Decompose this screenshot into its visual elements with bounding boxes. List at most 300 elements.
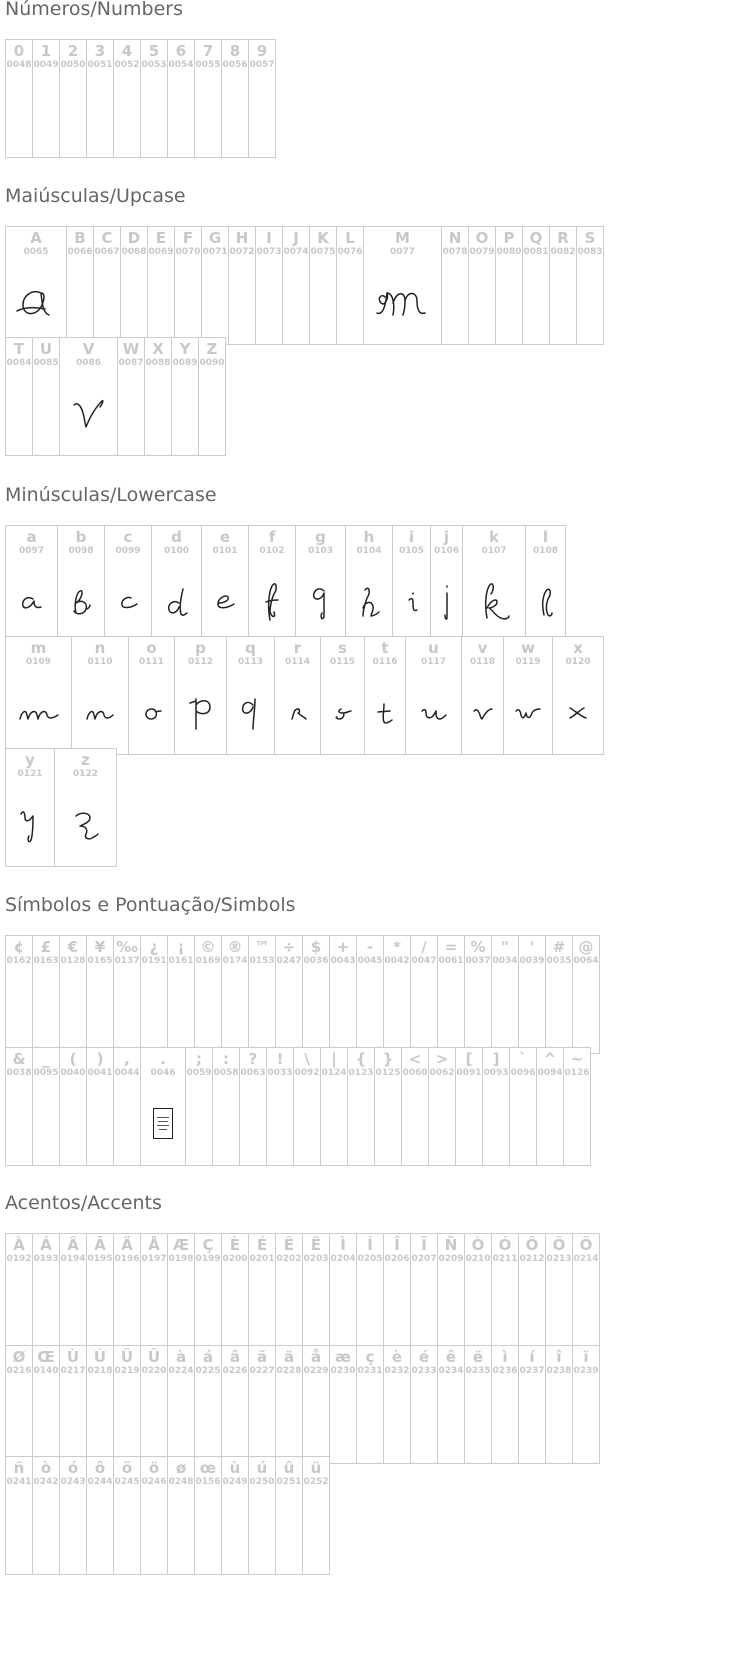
char-code: 0251 [276, 1477, 302, 1487]
handwritten-glyph [264, 582, 280, 622]
char-code: 0088 [145, 358, 171, 368]
char-cell-0042 [383, 935, 411, 1054]
char-cell-0246 [140, 1456, 168, 1575]
char-label: N [448, 229, 462, 247]
char-code: 0202 [276, 1254, 302, 1264]
char-cell-0098 [57, 525, 105, 644]
handwritten-glyph [357, 586, 381, 618]
char-cell-0108 [525, 525, 566, 644]
char-row [5, 1345, 599, 1464]
char-code: 0048 [6, 60, 32, 70]
char-cell-0109 [5, 636, 72, 755]
char-label: á [202, 1348, 214, 1366]
char-cell-0227 [248, 1345, 276, 1464]
char-label: a [26, 528, 37, 546]
char-code: 0053 [141, 60, 167, 70]
char-cell-0204 [329, 1233, 357, 1352]
char-code: 0162 [6, 956, 32, 966]
char-cell-0068 [120, 226, 148, 345]
char-cell-0092 [293, 1047, 321, 1166]
char-label: é [418, 1348, 430, 1366]
glyph-preview [55, 783, 116, 866]
char-code: 0054 [168, 60, 194, 70]
char-label: Ó [498, 1236, 512, 1254]
char-label: ¥ [94, 938, 106, 956]
char-cell-0198 [167, 1233, 195, 1352]
char-cell-0244 [86, 1456, 114, 1575]
char-label: Œ [37, 1348, 55, 1366]
char-code: 0226 [222, 1366, 248, 1376]
char-code: 0244 [87, 1477, 113, 1487]
char-cell-0061 [437, 935, 465, 1054]
char-cell-0161 [167, 935, 195, 1054]
char-label: ) [96, 1050, 104, 1068]
char-cell-0252 [302, 1456, 330, 1575]
char-cell-0241 [5, 1456, 33, 1575]
glyph-preview [58, 560, 104, 643]
handwritten-glyph [441, 583, 453, 621]
char-code: 0113 [237, 657, 264, 667]
glyph-preview [321, 671, 364, 754]
char-cell-0202 [275, 1233, 303, 1352]
handwritten-glyph [288, 705, 308, 721]
char-label: : [223, 1050, 229, 1068]
char-label: ô [94, 1459, 106, 1477]
char-cell-0229 [302, 1345, 330, 1464]
char-cell-0243 [59, 1456, 87, 1575]
char-code: 0237 [519, 1366, 545, 1376]
char-cell-0140 [32, 1345, 60, 1464]
char-cell-0107 [462, 525, 526, 644]
char-code: 0212 [519, 1254, 545, 1264]
handwritten-glyph [15, 285, 57, 321]
char-code: 0081 [523, 247, 549, 257]
char-label: 6 [175, 42, 187, 60]
char-row [5, 1456, 329, 1575]
char-code: 0228 [276, 1366, 302, 1376]
char-code: 0052 [114, 60, 140, 70]
char-code: 0043 [330, 956, 356, 966]
char-cell-0218 [86, 1345, 114, 1464]
char-code: 0220 [141, 1366, 167, 1376]
char-cell-0105 [392, 525, 431, 644]
char-code: 0209 [438, 1254, 464, 1264]
char-label: d [171, 528, 182, 546]
char-cell-0063 [239, 1047, 267, 1166]
char-code: 0091 [456, 1068, 482, 1078]
glyph-preview [6, 671, 71, 754]
char-label: f [268, 528, 276, 546]
char-label: 9 [256, 42, 268, 60]
char-label: S [584, 229, 596, 247]
char-row [5, 935, 599, 1054]
char-cell-0067 [93, 226, 121, 345]
char-code: 0093 [483, 1068, 509, 1078]
char-label: / [421, 938, 427, 956]
char-label: ü [310, 1459, 322, 1477]
char-code: 0047 [411, 956, 437, 966]
char-cell-0089 [171, 337, 199, 456]
char-code: 0123 [348, 1068, 374, 1078]
glyph-preview [129, 671, 174, 754]
char-row [5, 226, 603, 345]
char-code: 0114 [284, 657, 311, 667]
char-code: 0219 [114, 1366, 140, 1376]
char-cell-0049 [32, 39, 60, 158]
handwritten-glyph [239, 695, 263, 731]
handwritten-glyph [420, 705, 448, 721]
glyph-preview [6, 261, 66, 344]
char-cell-0102 [248, 525, 296, 644]
char-label: í [529, 1348, 535, 1366]
char-code: 0042 [384, 956, 410, 966]
char-cell-0213 [545, 1233, 573, 1352]
char-cell-0050 [59, 39, 87, 158]
char-label: ~ [570, 1050, 584, 1068]
char-label: 3 [94, 42, 106, 60]
char-code: 0060 [402, 1068, 428, 1078]
glyph-preview [249, 560, 295, 643]
char-code: 0218 [87, 1366, 113, 1376]
char-code: 0059 [186, 1068, 212, 1078]
char-label: Ñ [444, 1236, 458, 1254]
char-code: 0072 [229, 247, 255, 257]
char-row [5, 748, 116, 867]
char-code: 0125 [375, 1068, 401, 1078]
char-cell-0137 [113, 935, 141, 1054]
char-code: 0094 [537, 1068, 563, 1078]
char-label: Â [67, 1236, 79, 1254]
char-code: 0101 [212, 546, 238, 556]
char-label: k [489, 528, 499, 546]
char-code: 0213 [546, 1254, 572, 1264]
char-cell-0192 [5, 1233, 33, 1352]
char-label: M [395, 229, 410, 247]
char-cell-0250 [248, 1456, 276, 1575]
char-cell-0101 [201, 525, 249, 644]
char-code: 0165 [87, 956, 113, 966]
char-cell-0087 [117, 337, 145, 456]
char-cell-0153 [248, 935, 276, 1054]
char-cell-0210 [464, 1233, 492, 1352]
char-code: 0067 [94, 247, 120, 257]
char-code: 0249 [222, 1477, 248, 1487]
handwritten-glyph [375, 287, 431, 319]
char-code: 0203 [303, 1254, 329, 1264]
char-label: 4 [121, 42, 133, 60]
char-code: 0119 [515, 657, 541, 667]
char-cell-0123 [347, 1047, 375, 1166]
char-code: 0225 [195, 1366, 221, 1376]
char-label: Ù [66, 1348, 80, 1366]
handwritten-glyph [538, 587, 554, 617]
char-label: Æ [172, 1236, 190, 1254]
handwritten-glyph [72, 397, 106, 431]
char-cell-0214 [572, 1233, 600, 1352]
char-label: € [67, 938, 79, 956]
char-code: 0098 [68, 546, 94, 556]
glyph-preview [393, 560, 430, 643]
char-code: 0230 [330, 1366, 356, 1376]
char-code: 0193 [33, 1254, 59, 1264]
char-code: 0085 [33, 358, 59, 368]
char-cell-0194 [59, 1233, 87, 1352]
char-label: 8 [229, 42, 241, 60]
char-cell-0201 [248, 1233, 276, 1352]
char-cell-0236 [491, 1345, 519, 1464]
char-code: 0109 [25, 657, 52, 667]
char-label: ? [248, 1050, 258, 1068]
char-code: 0062 [429, 1068, 455, 1078]
glyph-preview [152, 560, 201, 643]
char-code: 0050 [60, 60, 86, 70]
char-label: Ò [471, 1236, 485, 1254]
char-code: 0063 [240, 1068, 266, 1078]
char-label: ! [276, 1050, 284, 1068]
handwritten-glyph [188, 695, 214, 731]
char-cell-0242 [32, 1456, 60, 1575]
char-label: + [336, 938, 350, 956]
char-label: X [152, 340, 164, 358]
glyph-preview [526, 560, 565, 643]
char-label: = [444, 938, 458, 956]
char-code: 0065 [23, 247, 49, 257]
char-label: . [160, 1050, 166, 1068]
char-label: â [229, 1348, 241, 1366]
char-code: 0038 [6, 1068, 32, 1078]
char-label: ò [40, 1459, 52, 1477]
char-code: 0200 [222, 1254, 248, 1264]
char-cell-0239 [572, 1345, 600, 1464]
char-code: 0236 [492, 1366, 518, 1376]
char-cell-0103 [295, 525, 346, 644]
char-label: ^ [543, 1050, 557, 1068]
glyph-preview [553, 671, 603, 754]
char-label: Ø [12, 1348, 26, 1366]
char-code: 0087 [118, 358, 144, 368]
char-label: V [82, 340, 95, 358]
handwritten-glyph [19, 593, 45, 611]
char-code: 0055 [195, 60, 221, 70]
char-label: | [331, 1050, 337, 1068]
char-cell-0036 [302, 935, 330, 1054]
char-cell-0126 [563, 1047, 591, 1166]
char-cell-0072 [228, 226, 256, 345]
char-code: 0248 [168, 1477, 194, 1487]
char-code: 0241 [6, 1477, 32, 1487]
char-cell-0080 [495, 226, 523, 345]
char-code: 0121 [17, 769, 43, 779]
char-code: 0194 [60, 1254, 86, 1264]
char-label: $ [310, 938, 322, 956]
char-label: y [25, 751, 35, 769]
char-cell-0231 [356, 1345, 384, 1464]
glyph-preview [463, 560, 525, 643]
char-cell-0195 [86, 1233, 114, 1352]
char-cell-0247 [275, 935, 303, 1054]
char-cell-0086 [59, 337, 118, 456]
char-cell-0233 [410, 1345, 438, 1464]
char-label: ì [502, 1348, 508, 1366]
char-cell-0091 [455, 1047, 483, 1166]
char-label: © [200, 938, 216, 956]
char-label: ¡ [177, 938, 185, 956]
char-label: c [123, 528, 133, 546]
char-label: ] [492, 1050, 500, 1068]
char-code: 0117 [420, 657, 447, 667]
char-code: 0051 [87, 60, 113, 70]
char-cell-0057 [248, 39, 276, 158]
char-label: z [81, 751, 90, 769]
char-cell-0163 [32, 935, 60, 1054]
char-code: 0045 [357, 956, 383, 966]
glyph-preview [296, 560, 345, 643]
char-code: 0118 [469, 657, 496, 667]
char-label: à [175, 1348, 187, 1366]
char-code: 0083 [577, 247, 603, 257]
char-cell-0106 [430, 525, 463, 644]
char-label: À [13, 1236, 25, 1254]
char-code: 0110 [87, 657, 113, 667]
char-code: 0211 [492, 1254, 518, 1264]
char-label: * [393, 938, 401, 956]
char-label: T [13, 340, 25, 358]
char-cell-0075 [309, 226, 337, 345]
char-code: 0058 [213, 1068, 239, 1078]
char-cell-0174 [221, 935, 249, 1054]
glyph-preview [6, 783, 54, 866]
glyph-preview [275, 671, 320, 754]
char-code: 0207 [411, 1254, 437, 1264]
char-label: õ [121, 1459, 133, 1477]
char-code: 0036 [303, 956, 329, 966]
char-label: Î [394, 1236, 400, 1254]
char-label: û [283, 1459, 295, 1477]
char-label: Ü [147, 1348, 161, 1366]
handwritten-glyph [142, 705, 162, 721]
char-label: > [435, 1050, 449, 1068]
char-label: ¿ [149, 938, 159, 956]
char-label: Ë [310, 1236, 322, 1254]
char-label: ` [519, 1050, 527, 1068]
char-label: } [382, 1050, 394, 1068]
char-cell-0065 [5, 226, 67, 345]
char-cell-0062 [428, 1047, 456, 1166]
char-code: 0044 [114, 1068, 140, 1078]
char-label: ã [256, 1348, 268, 1366]
char-cell-0128 [59, 935, 87, 1054]
char-label: & [12, 1050, 26, 1068]
char-cell-0099 [104, 525, 152, 644]
char-cell-0112 [174, 636, 227, 755]
char-label: Y [179, 340, 191, 358]
char-cell-0071 [201, 226, 229, 345]
char-cell-0090 [198, 337, 226, 456]
char-label: C [101, 229, 113, 247]
char-label: E [155, 229, 167, 247]
char-cell-0040 [59, 1047, 87, 1166]
handwritten-glyph [566, 704, 590, 722]
char-label: P [503, 229, 515, 247]
char-cell-0074 [282, 226, 310, 345]
char-cell-0203 [302, 1233, 330, 1352]
section-title: Números/Numbers [5, 0, 183, 20]
char-cell-0113 [226, 636, 275, 755]
char-row [5, 1233, 599, 1352]
char-label: " [501, 938, 509, 956]
char-cell-0216 [5, 1345, 33, 1464]
char-label: r [293, 639, 302, 657]
handwritten-glyph [472, 705, 494, 721]
char-cell-0122 [54, 748, 117, 867]
char-cell-0120 [552, 636, 604, 755]
char-code: 0086 [75, 358, 102, 368]
char-code: 0080 [496, 247, 522, 257]
char-code: 0216 [6, 1366, 32, 1376]
handwritten-glyph [477, 582, 511, 622]
char-cell-0045 [356, 935, 384, 1054]
char-row [5, 337, 225, 456]
char-label: Ä [121, 1236, 133, 1254]
char-label: ç [365, 1348, 375, 1366]
char-cell-0115 [320, 636, 365, 755]
char-code: 0227 [249, 1366, 275, 1376]
char-code: 0196 [114, 1254, 140, 1264]
char-cell-0209 [437, 1233, 465, 1352]
char-label: A [30, 229, 42, 247]
section-title: Minúsculas/Lowercase [5, 484, 217, 506]
char-cell-0212 [518, 1233, 546, 1352]
char-cell-0165 [86, 935, 114, 1054]
char-code: 0224 [168, 1366, 194, 1376]
char-code: 0192 [6, 1254, 32, 1264]
char-code: 0174 [222, 956, 248, 966]
char-label: Q [529, 229, 543, 247]
char-label: Ú [93, 1348, 107, 1366]
char-cell-0073 [255, 226, 283, 345]
char-code: 0250 [249, 1477, 275, 1487]
char-label: e [219, 528, 231, 546]
char-label: ‰ [116, 938, 138, 956]
char-cell-0110 [71, 636, 129, 755]
char-code: 0229 [303, 1366, 329, 1376]
char-code: 0169 [195, 956, 221, 966]
char-code: 0156 [195, 1477, 221, 1487]
char-label: j [443, 528, 450, 546]
char-cell-0104 [345, 525, 393, 644]
char-label: ø [175, 1459, 187, 1477]
char-label: R [557, 229, 569, 247]
char-cell-0117 [405, 636, 462, 755]
char-cell-0088 [144, 337, 172, 456]
char-code: 0070 [175, 247, 201, 257]
char-cell-0234 [437, 1345, 465, 1464]
glyph-preview [105, 560, 151, 643]
char-cell-0076 [336, 226, 364, 345]
char-cell-0085 [32, 337, 60, 456]
char-cell-0041 [86, 1047, 114, 1166]
char-cell-0034 [491, 935, 519, 1054]
char-code: 0163 [33, 956, 59, 966]
char-code: 0039 [519, 956, 545, 966]
char-code: 0107 [481, 546, 507, 556]
char-cell-0081 [522, 226, 550, 345]
char-label: ' [529, 938, 535, 956]
char-code: 0089 [172, 358, 198, 368]
char-cell-0111 [128, 636, 175, 755]
char-cell-0118 [461, 636, 504, 755]
char-label: Ì [340, 1236, 346, 1254]
